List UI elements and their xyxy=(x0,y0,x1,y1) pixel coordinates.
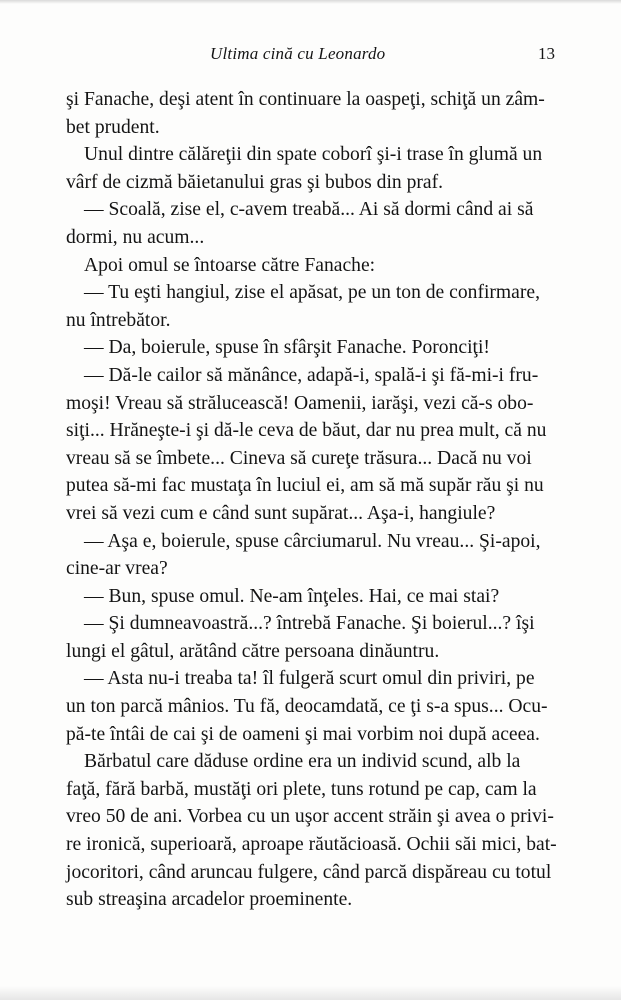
paragraph xyxy=(66,86,559,141)
text-line: vârf de cizmă băietanului gras şi bubos din praf. xyxy=(66,171,444,193)
paragraph xyxy=(66,362,559,528)
text-line: Apoi omul se întoarse către Fanache: xyxy=(84,254,376,276)
paragraph xyxy=(66,141,559,196)
text-line: re ironică, superioară, aproape răutăcioasă. Ochii săi mici, bat- xyxy=(66,834,557,856)
text-line: putea să-mi fac mustaţa în luciul ei, am să mă supăr rău şi nu xyxy=(66,475,544,497)
text-line: vrei să vezi cum e când sunt supărat... Aşa-i, hangiule? xyxy=(66,502,496,524)
text-line: cine-ar vrea? xyxy=(66,558,168,580)
paragraph xyxy=(66,252,559,280)
text-line: vreau să se îmbete... Cineva să cureţe trăsura... Dacă nu voi xyxy=(66,447,532,469)
text-line: şi Fanache, deşi atent în continuare la oaspeţi, schiţă un zâm- xyxy=(66,89,545,110)
text-line: — Bun, spuse omul. Ne-am înţeles. Hai, ce mai stai? xyxy=(84,585,500,607)
text-line: — Tu eşti hangiul, zise el apăsat, pe un ton de confirmare, xyxy=(84,282,540,304)
text-line: faţă, fără barbă, mustăţi ori plete, tuns rotund pe cap, cam la xyxy=(66,778,537,800)
text-line: Unul dintre călăreţii din spate coborî şi-i trase în glumă un xyxy=(84,144,543,166)
body-text xyxy=(66,86,559,914)
paragraph xyxy=(66,583,559,611)
text-line: — Scoală, zise el, c-avem treabă... Ai să dormi când ai să xyxy=(84,199,534,221)
page-header xyxy=(0,44,621,68)
text-line: un ton parcă mânios. Tu fă, deocamdată, ce ţi s-a spus... Ocu- xyxy=(66,696,548,718)
text-line: vreo 50 de ani. Vorbea cu un uşor accent străin şi avea o privi- xyxy=(66,806,554,828)
text-line: jocoritori, când aruncau fulgere, când parcă dispăreau cu totul xyxy=(66,861,552,883)
text-line: — Şi dumneavoastră...? întrebă Fanache. Şi boierul...? îşi xyxy=(84,613,535,635)
paragraph xyxy=(66,610,559,665)
text-line: siţi... Hrăneşte-i şi dă-le ceva de băut, dar nu prea mult, că nu xyxy=(66,420,547,442)
paragraph xyxy=(66,334,559,362)
paragraph xyxy=(66,665,559,748)
paragraph xyxy=(66,196,559,251)
text-line: — Dă-le cailor să mănânce, adapă-i, spală-i şi fă-mi-i fru- xyxy=(84,364,539,386)
paragraph xyxy=(66,528,559,583)
text-line: sub streaşina arcadelor proeminente. xyxy=(66,889,353,911)
text-line: — Asta nu-i treaba ta! îl fulgeră scurt omul din priviri, pe xyxy=(84,668,535,690)
text-line: bet prudent. xyxy=(66,116,160,138)
paragraph xyxy=(66,279,559,334)
text-line: lungi el gâtul, arătând către persoana dinăuntru. xyxy=(66,640,440,662)
text-line: — Aşa e, boierule, spuse cârciumarul. Nu vreau... Şi-apoi, xyxy=(84,530,541,552)
page-top-edge xyxy=(0,0,621,4)
page-number: 13 xyxy=(538,44,555,63)
running-title: Ultima cină cu Leonardo xyxy=(210,44,386,63)
text-line: — Da, boierule, spuse în sfârşit Fanache. Poronciţi! xyxy=(84,337,490,359)
page-bottom-edge xyxy=(0,986,621,1000)
text-line: nu întrebător. xyxy=(66,309,171,331)
text-line: moşi! Vreau să strălucească! Oamenii, iarăşi, vezi că-s obo- xyxy=(66,392,534,414)
text-line: Bărbatul care dăduse ordine era un individ scund, alb la xyxy=(84,751,521,773)
text-line: pă-te întâi de cai şi de oameni şi mai vorbim noi după aceea. xyxy=(66,723,540,745)
paragraph xyxy=(66,748,559,914)
text-line: dormi, nu acum... xyxy=(66,226,205,248)
